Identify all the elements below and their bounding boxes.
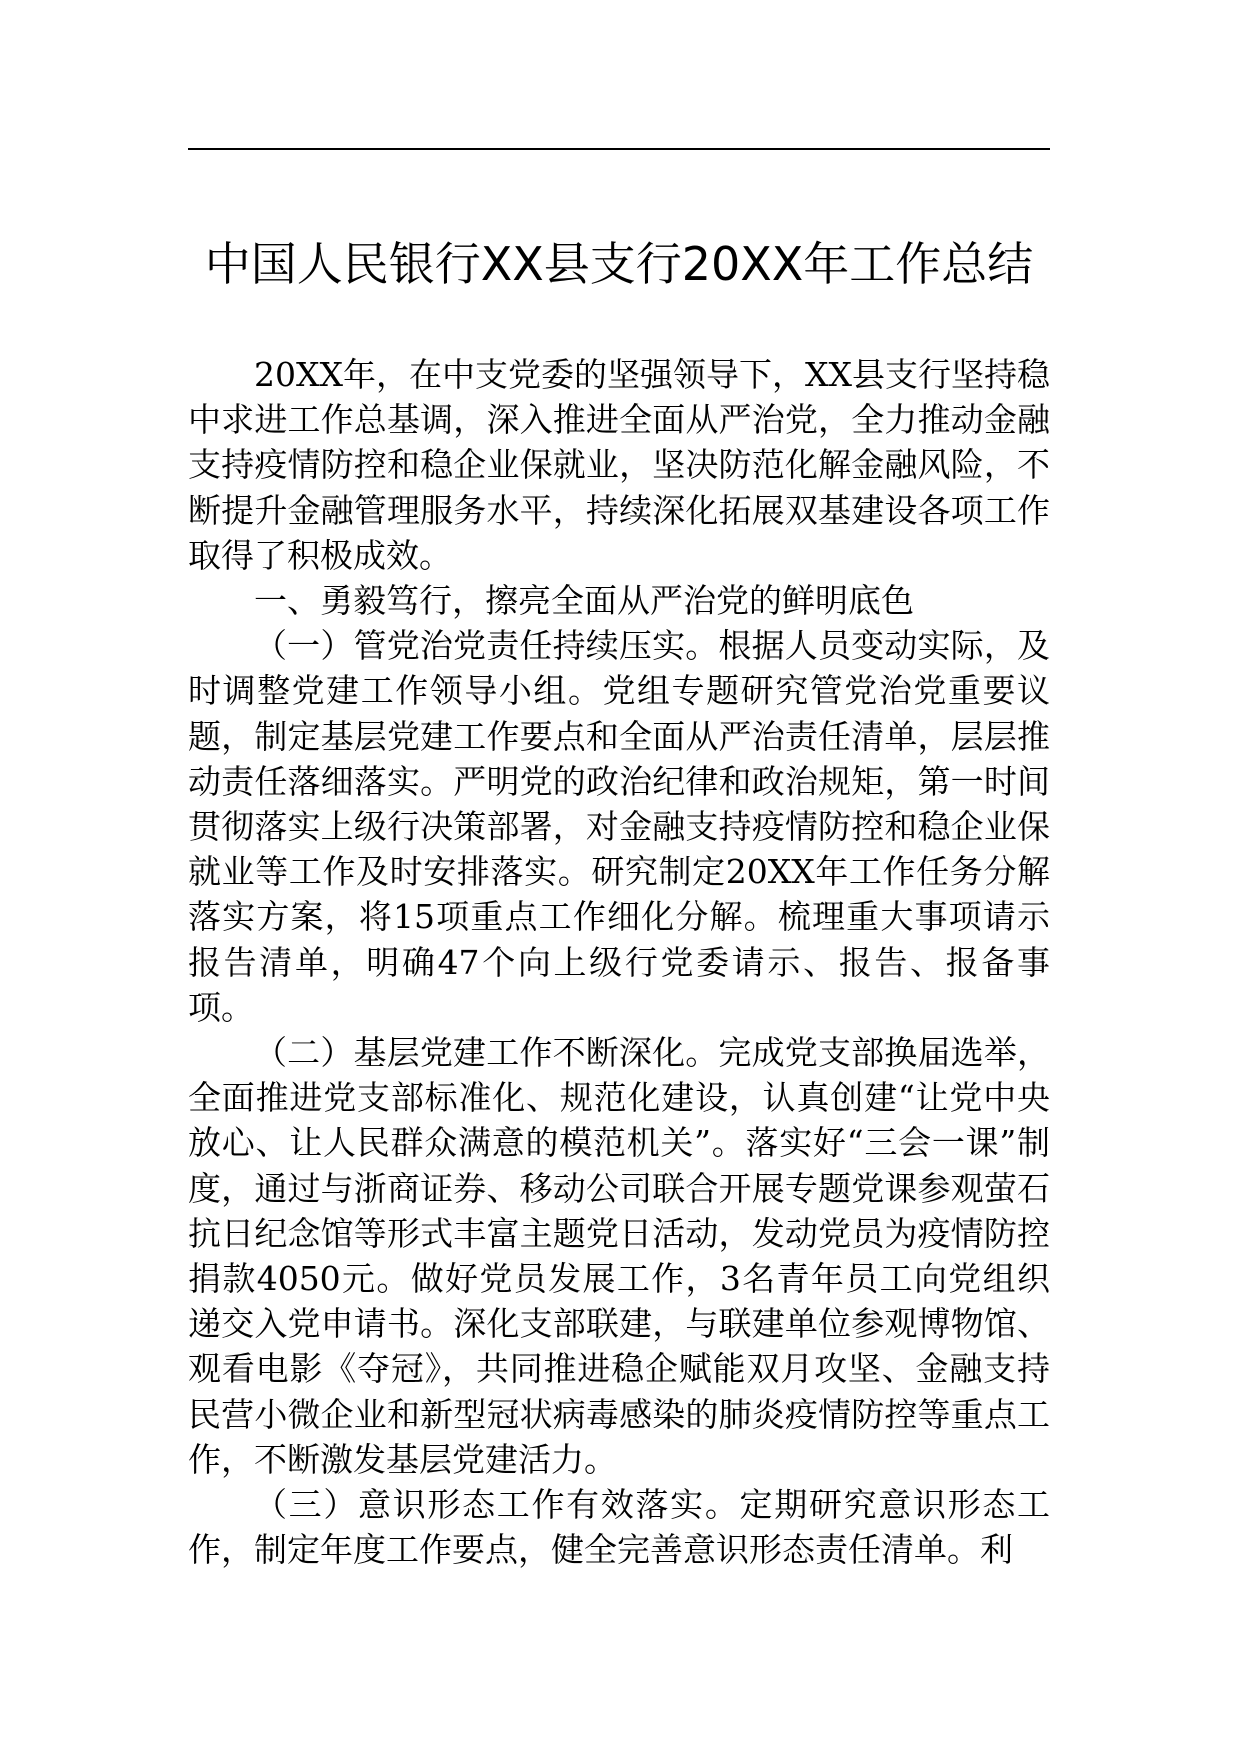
paragraph-1-1: （一）管党治党责任持续压实。根据人员变动实际，及时调整党建工作领导小组。党组专题研究管党治党重要议题，制定基层党建工作要点和全面从严治责任清单，层层推动责任落细落实。严明党的政治纪律和政治规矩，第一时间贯彻落实上级行决策部署，对金融支持疫情防控和稳企业保就业等工作及时安排落实。研究制定20XX年工作任务分解落实方案，将15项重点工作细化分解。梳理重大事项请示报告清单，明确47个向上级行党委请示、报告、报备事项。: [188, 626, 1050, 1027]
document-body: [188, 352, 1050, 1572]
section-heading-1: 一、勇毅笃行，擦亮全面从严治党的鲜明底色: [254, 581, 914, 621]
paragraph-1-2: （二）基层党建工作不断深化。完成党支部换届选举，全面推进党支部标准化、规范化建设，认真创建“让党中央放心、让人民群众满意的模范机关”。落实好“三会一课”制度，通过与浙商证券、移动公司联合开展专题党课参观萤石抗日纪念馆等形式丰富主题党日活动，发动党员为疫情防控捐款4050元。做好党员发展工作，3名青年员工向党组织递交入党申请书。深化支部联建，与联建单位参观博物馆、观看电影《夺冠》，共同推进稳企赋能双月攻坚、金融支持民营小微企业和新型冠状病毒感染的肺炎疫情防控等重点工作，不断激发基层党建活力。: [188, 1033, 1050, 1479]
intro-paragraph: 20XX年，在中支党委的坚强领导下，XX县支行坚持稳中求进工作总基调，深入推进全面从严治党，全力推动金融支持疫情防控和稳企业保就业，坚决防范化解金融风险，不断提升金融管理服务水平，持续深化拓展双基建设各项工作取得了积极成效。: [188, 355, 1050, 575]
header-rule: [188, 148, 1050, 150]
paragraph-1-3: （三）意识形态工作有效落实。定期研究意识形态工作，制定年度工作要点，健全完善意识形态责任清单。利: [188, 1485, 1050, 1570]
document-title: 中国人民银行XX县支行20XX年工作总结: [204, 237, 1034, 291]
